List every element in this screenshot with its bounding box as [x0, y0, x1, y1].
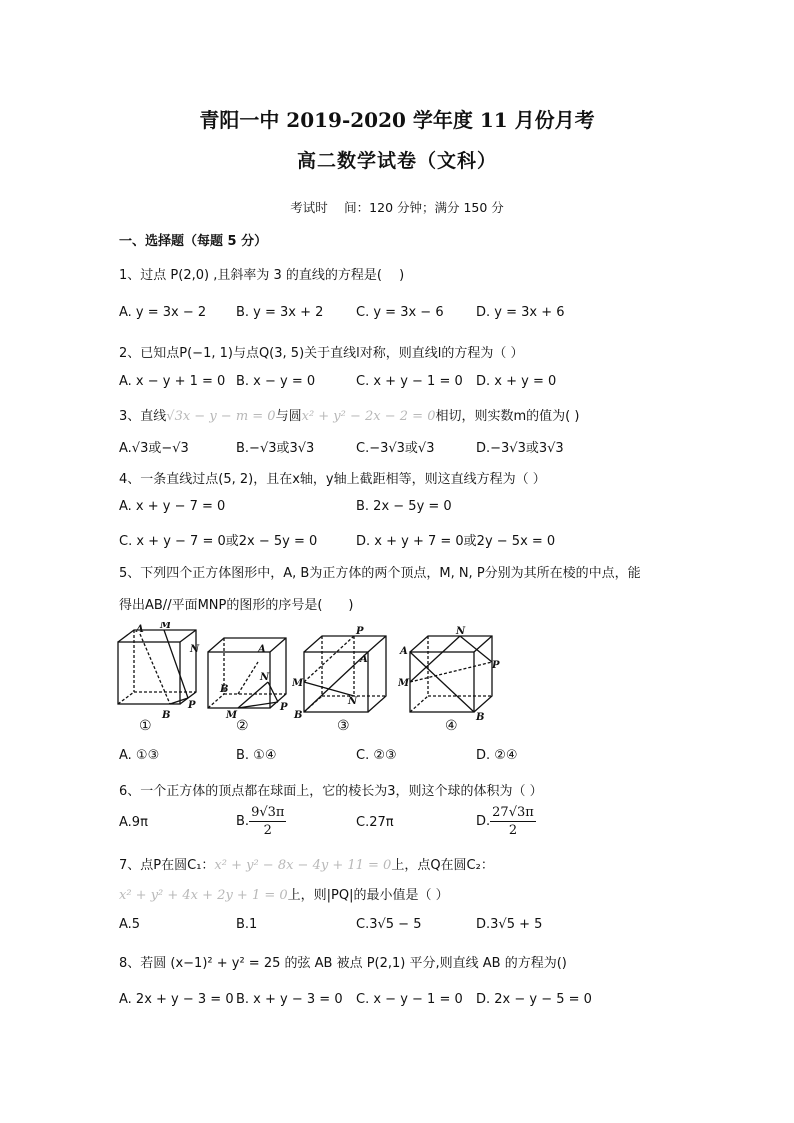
- question-7-stem-d: 上，则|PQ|的最小值是（ ）: [287, 888, 449, 903]
- question-3-option-d: D.−3√3或3√3: [476, 441, 564, 456]
- exam-subtitle: 高二数学试卷（文科）: [296, 150, 497, 172]
- svg-text:N: N: [190, 644, 200, 655]
- question-4-option-a: A. x + y − 7 = 0: [119, 499, 226, 514]
- question-4-stem: 4、一条直线过点(5, 2)，且在x轴，y轴上截距相等，则这直线方程为（ ）: [119, 472, 546, 487]
- question-1-option-c: C. y = 3x − 6: [356, 305, 444, 320]
- question-8-option-d: D. 2x − y − 5 = 0: [476, 992, 592, 1007]
- question-6-option-d: [476, 804, 536, 839]
- svg-text:B: B: [294, 710, 303, 721]
- question-6-option-b: [236, 804, 286, 839]
- question-6-option-d-numerator: 27√3π: [492, 805, 534, 820]
- question-3-option-b: B.−√3或3√3: [236, 441, 315, 456]
- question-5-stem-line2: 得出AB//平面MNP的图形的序号是( ): [119, 598, 354, 613]
- question-6-option-a: A.9π: [119, 815, 148, 830]
- question-3-option-c: C.−3√3或√3: [356, 441, 435, 456]
- svg-text:P: P: [188, 700, 196, 711]
- question-6-option-c: C.27π: [356, 815, 394, 830]
- svg-text:N: N: [348, 696, 358, 707]
- question-7-stem-line2: [119, 884, 449, 903]
- question-7-option-c: C.3√5 − 5: [356, 917, 422, 932]
- question-5-option-c: C. ②③: [356, 748, 397, 763]
- svg-text:A: A: [360, 654, 368, 665]
- question-4-option-c: C. x + y − 7 = 0或2x − 5y = 0: [119, 534, 318, 549]
- svg-text:M: M: [292, 678, 304, 689]
- svg-text:M: M: [226, 710, 238, 721]
- question-3-stem-e: 相切，则实数m的值为( ): [435, 409, 580, 424]
- question-7-stem-a: 7、点P在圆C₁：: [119, 858, 215, 873]
- question-5-option-d: D. ②④: [476, 748, 518, 763]
- section-heading: 一、选择题（每题 5 分）: [119, 234, 268, 249]
- question-4-option-d: D. x + y + 7 = 0或2y − 5x = 0: [356, 534, 556, 549]
- question-1-option-d: D. y = 3x + 6: [476, 305, 565, 320]
- question-7-option-b: B.1: [236, 917, 258, 932]
- question-3-line-equation: √3x − y − m = 0: [166, 409, 276, 424]
- figure-label-2: ②: [236, 718, 249, 734]
- question-8-option-a: A. 2x + y − 3 = 0: [119, 992, 234, 1007]
- question-3-stem: [119, 405, 579, 424]
- question-6-option-b-numerator: 9√3π: [251, 805, 285, 820]
- question-8-stem: 8、若圆 (x−1)² + y² = 25 的弦 AB 被点 P(2,1) 平分,则直线 AB 的方程为(): [119, 956, 567, 971]
- svg-text:A: A: [258, 644, 266, 655]
- question-8-option-b: B. x + y − 3 = 0: [236, 992, 343, 1007]
- question-7-circle-c1-equation: x² + y² − 8x − 4y + 11 = 0: [214, 858, 392, 873]
- exam-info: 考试时 间：120 分钟；满分 150 分: [290, 200, 504, 215]
- question-3-option-a: A.√3或−√3: [119, 441, 189, 456]
- question-2-stem: 2、已知点P(−1, 1)与点Q(3, 5)关于直线l对称，则直线l的方程为（ ）: [119, 346, 524, 361]
- question-5-stem-line1: 5、下列四个正方体图形中，A, B为正方体的两个顶点，M, N, P分别为其所在棱的中点，能: [119, 566, 641, 581]
- svg-text:B: B: [476, 712, 485, 723]
- svg-text:P: P: [492, 660, 500, 671]
- svg-text:P: P: [356, 626, 364, 637]
- svg-text:B: B: [220, 684, 229, 695]
- question-6-option-b-prefix: B.: [236, 814, 250, 829]
- svg-text:M: M: [398, 678, 410, 689]
- question-6-option-d-prefix: D.: [476, 814, 491, 829]
- question-5-option-a: A. ①③: [119, 748, 160, 763]
- question-6-option-d-denominator: 2: [508, 823, 518, 838]
- question-5-option-b: B. ①④: [236, 748, 277, 763]
- question-6-option-b-denominator: 2: [263, 823, 272, 838]
- question-4-option-b: B. 2x − 5y = 0: [356, 499, 452, 514]
- question-7-circle-c2-equation: x² + y² + 4x + 2y + 1 = 0: [119, 888, 288, 903]
- question-2-option-c: C. x + y − 1 = 0: [356, 374, 463, 389]
- svg-text:N: N: [260, 672, 270, 683]
- question-2-option-b: B. x − y = 0: [236, 374, 316, 389]
- question-3-circle-equation: x² + y² − 2x − 2 = 0: [301, 409, 436, 424]
- question-8-option-c: C. x − y − 1 = 0: [356, 992, 463, 1007]
- question-1-option-a: A. y = 3x − 2: [119, 305, 207, 320]
- svg-text:B: B: [162, 710, 171, 721]
- figure-label-1: ①: [139, 718, 152, 734]
- question-7-option-d: D.3√5 + 5: [476, 917, 543, 932]
- svg-text:P: P: [280, 702, 288, 713]
- question-2-option-d: D. x + y = 0: [476, 374, 557, 389]
- question-7-stem-line1: [119, 854, 494, 873]
- cube-figure-1: [112, 622, 202, 734]
- svg-text:M: M: [160, 622, 172, 631]
- question-7-option-a: A.5: [119, 917, 141, 932]
- question-3-stem-a: 3、直线: [119, 409, 167, 424]
- question-6-stem: 6、一个正方体的顶点都在球面上，它的棱长为3，则这个球的体积为（ ）: [119, 784, 543, 799]
- question-1-option-b: B. y = 3x + 2: [236, 305, 324, 320]
- exam-title: 青阳一中 2019-2020 学年度 11 月份月考: [199, 108, 595, 132]
- svg-text:A: A: [400, 646, 408, 657]
- svg-text:N: N: [456, 626, 466, 637]
- figure-label-4: ④: [445, 718, 458, 734]
- question-2-option-a: A. x − y + 1 = 0: [119, 374, 226, 389]
- question-3-stem-c: 与圆: [275, 409, 302, 424]
- question-1-stem: 1、过点 P(2,0) ,且斜率为 3 的直线的方程是( ): [119, 268, 405, 283]
- figure-label-3: ③: [337, 718, 350, 734]
- question-7-stem-c: 上，点Q在圆C₂：: [391, 858, 494, 873]
- svg-text:A: A: [136, 624, 144, 635]
